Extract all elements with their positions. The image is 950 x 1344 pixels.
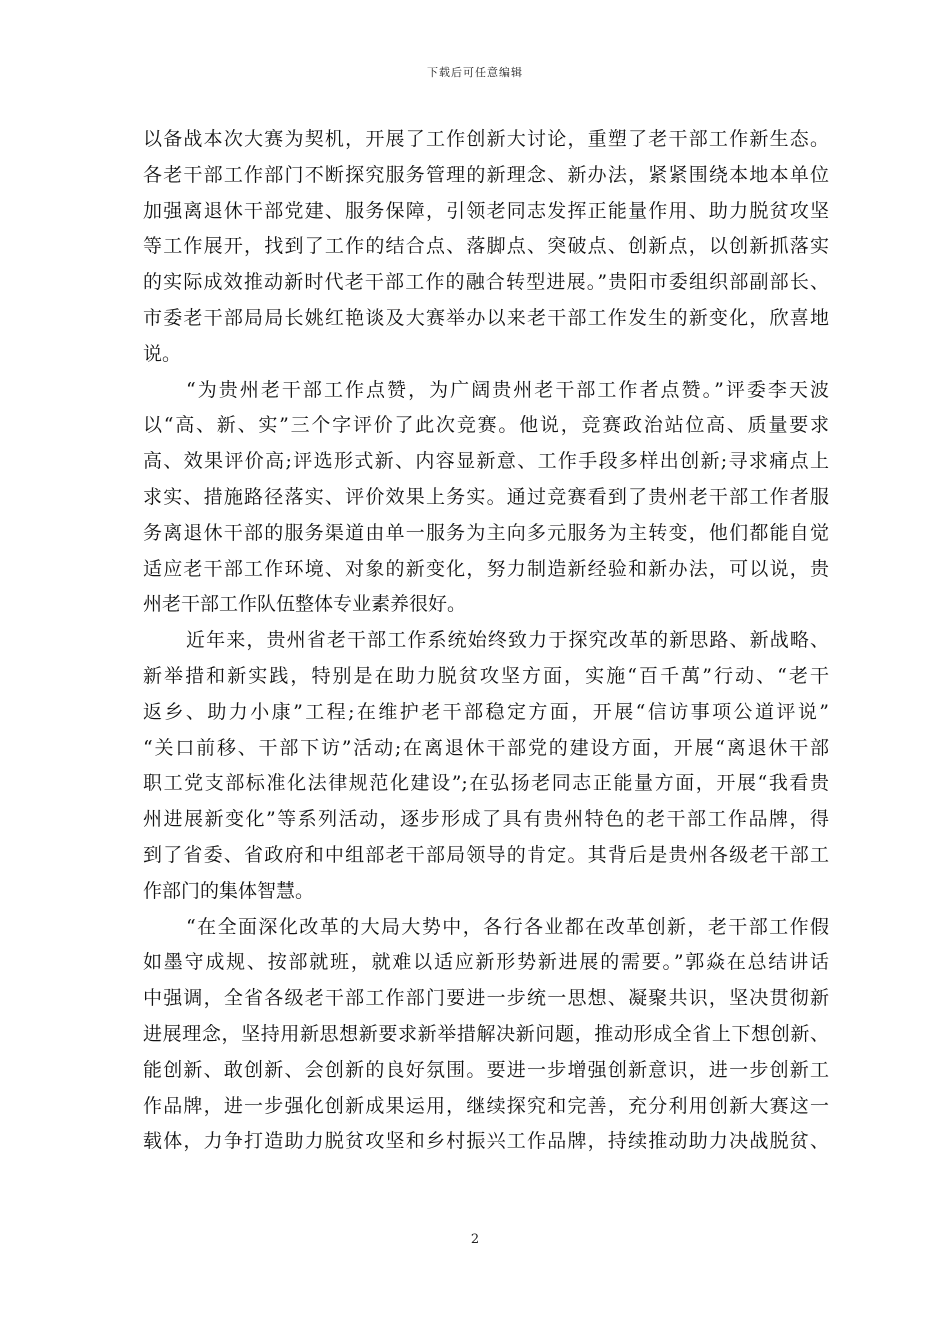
- text-line: 返乡、助力小康”工程;在维护老干部稳定方面，开展“信访事项公道评说”: [143, 700, 829, 723]
- text-line: 作品牌，进一步强化创新成果运用，继续探究和完善，充分利用创新大赛这一: [143, 1094, 829, 1117]
- text-line: 作部门的集体智慧。: [143, 879, 315, 902]
- text-line: 适应老干部工作环境、对象的新变化，努力制造新经验和新办法，可以说，贵: [143, 557, 829, 580]
- text-line: 职工党支部标准化法律规范化建设”;在弘扬老同志正能量方面，开展“我看贵: [143, 772, 829, 795]
- text-line: 等工作展开，找到了工作的结合点、落脚点、突破点、创新点，以创新抓落实: [143, 235, 829, 258]
- text-line: 州老干部工作队伍整体专业素养很好。: [143, 593, 467, 616]
- text-line: 的实际成效推动新时代老干部工作的融合转型进展。”贵阳市委组织部副部长、: [143, 271, 829, 294]
- text-line: 加强离退休干部党建、服务保障，引领老同志发挥正能量作用、助力脱贫攻坚: [143, 199, 829, 222]
- text-line: 说。: [143, 342, 182, 365]
- text-line: 各老干部工作部门不断探究服务管理的新理念、新办法，紧紧围绕本地本单位: [143, 163, 829, 186]
- document-body: [143, 122, 829, 1160]
- text-line: 市委老干部局局长姚红艳谈及大赛举办以来老干部工作发生的新变化，欣喜地: [143, 306, 829, 329]
- text-line: 高、效果评价高;评选形式新、内容显新意、工作手段多样出创新;寻求痛点上: [143, 450, 829, 473]
- text-line: “为贵州老干部工作点赞，为广阔贵州老干部工作者点赞。”评委李天波: [186, 378, 829, 401]
- text-line: 务离退休干部的服务渠道由单一服务为主向多元服务为主转变，他们都能自觉: [143, 521, 829, 544]
- page-number: 2: [470, 1232, 480, 1247]
- text-line: 新举措和新实践，特别是在助力脱贫攻坚方面，实施“百千萬”行动、“老干: [143, 664, 829, 687]
- text-line: 如墨守成规、按部就班，就难以适应新形势新进展的需要。”郭焱在总结讲话: [143, 951, 829, 974]
- text-line: 以“高、新、实”三个字评价了此次竞赛。他说，竞赛政治站位高、质量要求: [143, 414, 829, 437]
- text-line: 中强调，全省各级老干部工作部门要进一步统一思想、凝聚共识，坚决贯彻新: [143, 987, 829, 1010]
- text-line: 到了省委、省政府和中组部老干部局领导的肯定。其背后是贵州各级老干部工: [143, 843, 829, 866]
- text-line: 近年来，贵州省老干部工作系统始终致力于探究改革的新思路、新战略、: [186, 629, 829, 652]
- text-line: “关口前移、干部下访”活动;在离退休干部党的建设方面，开展“离退休干部: [143, 736, 829, 759]
- text-line: 以备战本次大赛为契机，开展了工作创新大讨论，重塑了老干部工作新生态。: [143, 128, 829, 150]
- text-line: 载体，力争打造助力脱贫攻坚和乡村振兴工作品牌，持续推动助力决战脱贫、: [143, 1130, 829, 1153]
- text-line: 进展理念，坚持用新思想新要求新举措解决新问题，推动形成全省上下想创新、: [143, 1022, 829, 1045]
- text-line: 求实、措施路径落实、评价效果上务实。通过竞赛看到了贵州老干部工作者服: [143, 485, 829, 508]
- text-line: 能创新、敢创新、会创新的良好氛围。要进一步增强创新意识，进一步创新工: [143, 1058, 829, 1081]
- page-header: 下载后可任意编辑: [427, 66, 523, 79]
- text-line: “在全面深化改革的大局大势中，各行各业都在改革创新，老干部工作假: [186, 915, 829, 938]
- text-line: 州进展新变化”等系列活动，逐步形成了具有贵州特色的老干部工作品牌，得: [143, 808, 829, 831]
